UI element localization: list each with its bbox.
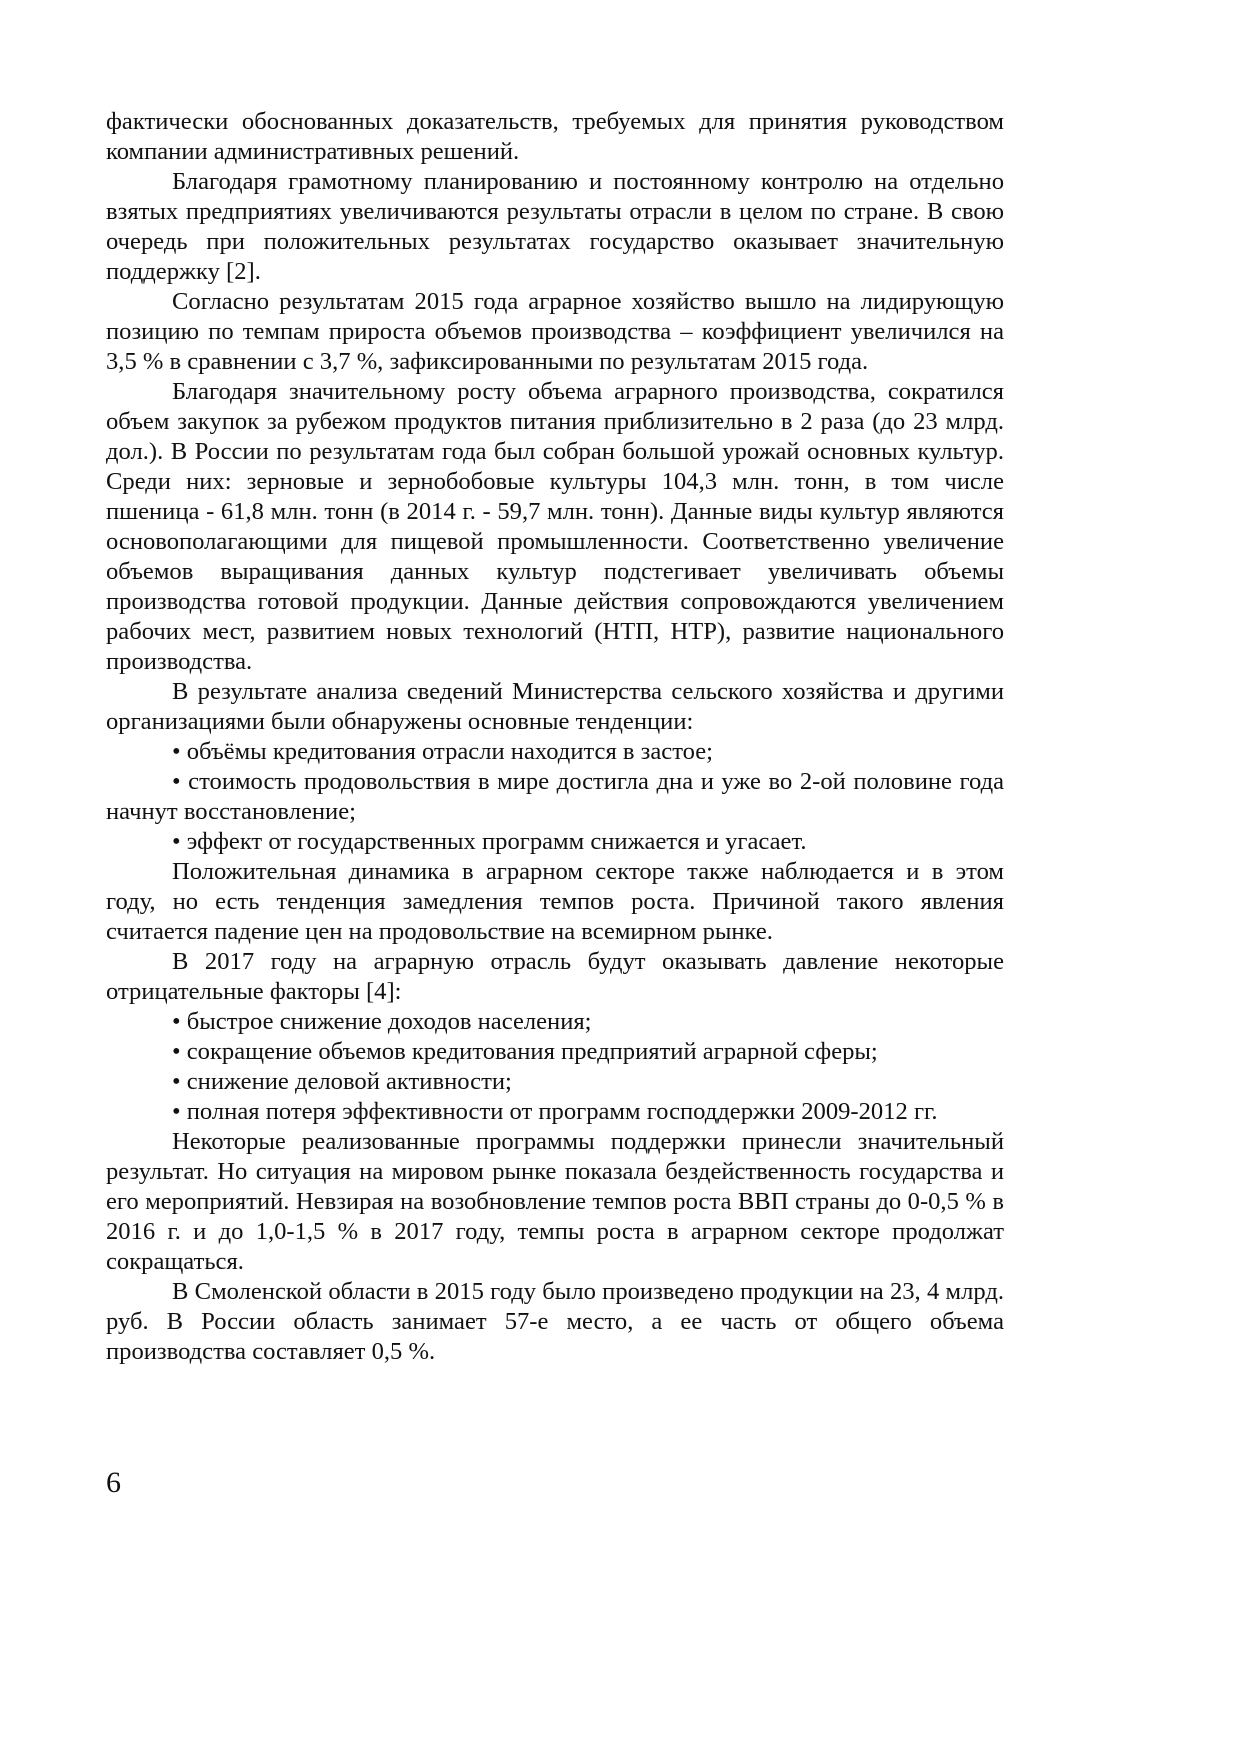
bullet-item: • стоимость продовольствия в мире достигла дна и уже во 2-ой половине года начнут восстановление;: [106, 768, 1004, 825]
paragraph: Благодаря значительному росту объема аграрного производства, сократился объем закупок за рубежом продуктов питания приблизительно в 2 раза (до 23 млрд. дол.). В России по результатам года был собран большой урожай основных культур. Среди них: зерновые и зернобобовые культуры 104,3 млн. тонн, в том числе пшеница - 61,8 млн. тонн (в 2014 г. - 59,7 млн. тонн). Данные виды культур являются основополагающими для пищевой промышленности. Соответственно увеличение объемов выращивания данных культур подстегивает увеличивать объемы производства готовой продукции. Данные действия сопровождаются увеличением рабочих мест, развитием новых технологий (НТП, НТР), развитие национального производства.: [106, 378, 1004, 675]
bullet-item: • эффект от государственных программ снижается и угасает.: [172, 828, 807, 855]
paragraph: Положительная динамика в аграрном секторе также наблюдается и в этом году, но есть тенденция замедления темпов роста. Причиной такого явления считается падение цен на продовольствие на всемирном рынке.: [106, 858, 1004, 945]
paragraph: В результате анализа сведений Министерства сельского хозяйства и другими организациями были обнаружены основные тенденции:: [106, 678, 1004, 735]
paragraph: Согласно результатам 2015 года аграрное хозяйство вышло на лидирующую позицию по темпам прироста объемов производства – коэффициент увеличился на 3,5 % в сравнении с 3,7 %, зафиксированными по результатам 2015 года.: [106, 288, 1004, 375]
bullet-item: • снижение деловой активности;: [172, 1068, 512, 1095]
paragraph: Благодаря грамотному планированию и постоянному контролю на отдельно взятых предприятиях увеличиваются результаты отрасли в целом по стране. В свою очередь при положительных результатах государство оказывает значительную поддержку [2].: [106, 168, 1004, 285]
bullet-item: • объёмы кредитования отрасли находится в застое;: [172, 738, 713, 765]
bullet-item: • полная потеря эффективности от программ господдержки 2009-2012 гг.: [172, 1098, 938, 1125]
paragraph: фактически обоснованных доказательств, требуемых для принятия руководством компании административных решений.: [106, 108, 1004, 165]
paragraph: В Смоленской области в 2015 году было произведено продукции на 23, 4 млрд. руб. В России область занимает 57-е место, а ее часть от общего объема производства составляет 0,5 %.: [106, 1278, 1004, 1365]
bullet-item: • сокращение объемов кредитования предприятий аграрной сферы;: [172, 1038, 878, 1065]
page-body: [106, 107, 1004, 1367]
bullet-item: • быстрое снижение доходов населения;: [172, 1008, 592, 1035]
page-number: 6: [106, 1466, 121, 1499]
paragraph: В 2017 году на аграрную отрасль будут оказывать давление некоторые отрицательные факторы [4]:: [106, 948, 1004, 1005]
paragraph: Некоторые реализованные программы поддержки принесли значительный результат. Но ситуация на мировом рынке показала бездейственность государства и его мероприятий. Невзирая на возобновление темпов роста ВВП страны до 0-0,5 % в 2016 г. и до 1,0-1,5 % в 2017 году, темпы роста в аграрном секторе продолжат сокращаться.: [106, 1128, 1004, 1275]
